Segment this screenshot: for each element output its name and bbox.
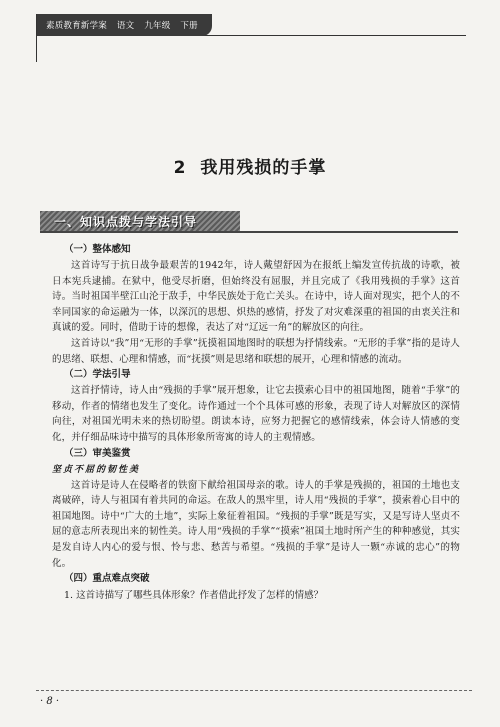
header-grade: 九年级 bbox=[144, 21, 171, 31]
header-series: 素质教育新学案 bbox=[46, 21, 107, 31]
section-banner-text: 一、知识点拨与学法引导 bbox=[54, 214, 198, 229]
subheading-overview: （一）整体感知 bbox=[64, 244, 131, 255]
running-header bbox=[36, 14, 466, 36]
section-divider bbox=[40, 231, 458, 233]
header-tab bbox=[36, 14, 212, 36]
paragraph: 这首诗写于抗日战争最艰苦的1942年，诗人戴望舒因为在报纸上编发宣传抗战的诗歌，被日本宪兵逮捕。在狱中，他受尽折磨，但始终没有屈服，并且完成了《我用残损的手掌》这首诗。当时祖国半壁江山沦于敌手，中华民族处于危亡关头。在诗中，诗人面对现实，把个人的不幸同国家的命运融为一体，以深沉的思想、炽热的感情，抒发了对灾难深重的祖国的由衷关注和真诚的爱。同时，借助于诗的想像，表达了对“辽远一角”的解放区的向往。 bbox=[52, 260, 460, 334]
paragraph: 这首抒情诗，诗人由“残损的手掌”展开想象，让它去摸索心目中的祖国地图，随着“手掌”的移动，作者的情绪也发生了变化。诗作通过一个个具体可感的形象，表现了诗人对解放区的深情向往，对祖国光明未来的热切盼望。朗读本诗，应努力把握它的感情线索，体会诗人情感的变化，并仔细品味诗中描写的具体形象所寄寓的诗人的主观情感。 bbox=[52, 385, 460, 443]
question-item: 1. 这首诗描写了哪些具体形象？作者借此抒发了怎样的情感？ bbox=[64, 590, 324, 602]
footer-divider bbox=[36, 690, 472, 691]
header-corner-rule bbox=[36, 14, 48, 62]
lesson-number: 2 bbox=[173, 158, 187, 178]
header-volume: 下册 bbox=[180, 21, 198, 31]
paragraph: 这首诗以“我”用“无形的手掌”抚摸祖国地图时的联想为抒情线索。“无形的手掌”指的是诗人的思绪、联想、心理和情感，而“抚摸”则是思绪和联想的展开，心理和情感的流动。 bbox=[52, 337, 460, 365]
page-number: · 8 · bbox=[40, 696, 60, 707]
header-subject: 语文 bbox=[116, 21, 135, 31]
paragraph: 这首诗是诗人在侵略者的铁窗下献给祖国母亲的歌。诗人的手掌是残损的，祖国的土地也支离破碎，诗人与祖国有着共同的命运。在敌人的黑牢里，诗人用“残损的手掌”，摸索着心目中的祖国地图。诗中“广大的土地”，实际上象征着祖国。“残损的手掌”既是写实，又是写诗人坚贞不屈的意志所表现出来的韧性美。诗人用“残损的手掌”“摸索”祖国土地时所产生的种种感觉，其实是发自诗人内心的爱与恨、怜与悲、愁苦与希望。“残损的手掌”是诗人一颗“赤诚的忠心”的物化。 bbox=[52, 479, 460, 569]
subheading-method: （二）学法引导 bbox=[64, 369, 131, 381]
lesson-title bbox=[0, 153, 500, 178]
theme-heading: 坚贞不屈的韧性美 bbox=[52, 464, 141, 475]
subheading-appreciation: （三）审美鉴赏 bbox=[64, 447, 131, 459]
lesson-name: 我用残损的手掌 bbox=[200, 158, 327, 178]
subheading-key-points: （四）重点难点突破 bbox=[64, 573, 150, 585]
section-banner bbox=[40, 211, 240, 231]
lesson-content bbox=[52, 242, 460, 604]
